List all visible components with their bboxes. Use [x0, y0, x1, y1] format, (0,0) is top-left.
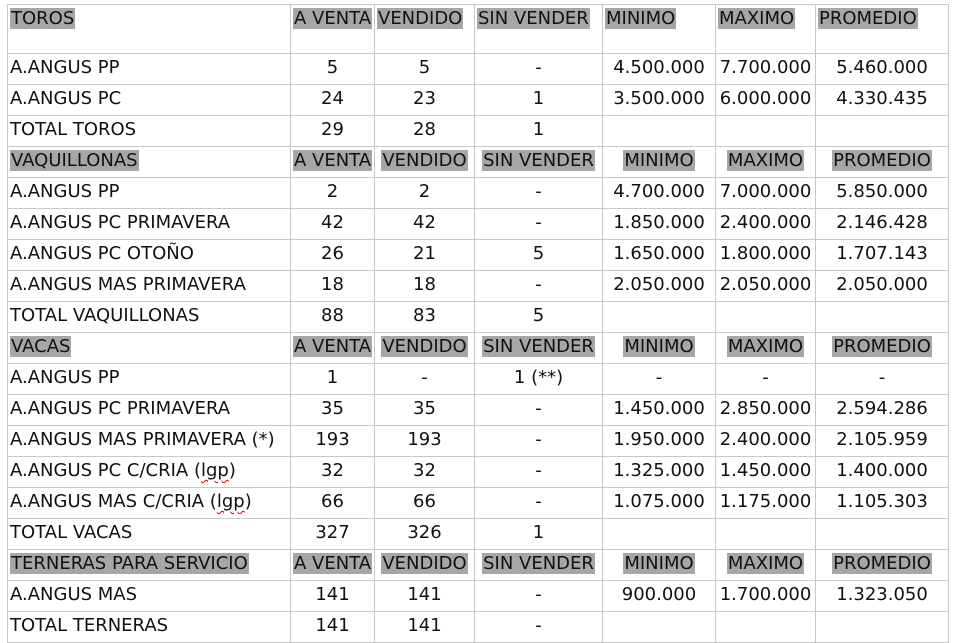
col-header-minimo: MINIMO [624, 150, 694, 171]
table-row [8, 85, 949, 116]
cell-a-venta: 193 [291, 426, 375, 457]
empty-cell [716, 612, 816, 643]
total-row [8, 612, 949, 643]
col-header-cell [816, 550, 949, 581]
cell-vendido: - [375, 364, 475, 395]
row-name: A.ANGUS PP [8, 364, 291, 395]
cell-promedio: 1.400.000 [816, 457, 949, 488]
table-row [8, 395, 949, 426]
empty-cell [603, 116, 716, 147]
cell-a-venta: 1 [291, 364, 375, 395]
col-header-promedio: PROMEDIO [833, 150, 931, 171]
col-header-cell [716, 333, 816, 364]
col-header-vendido: VENDIDO [382, 553, 467, 574]
row-name [8, 488, 291, 519]
col-header-cell [716, 5, 816, 54]
col-header-minimo: MINIMO [624, 553, 694, 574]
total-vendido: 28 [375, 116, 475, 147]
total-a-venta: 327 [291, 519, 375, 550]
empty-cell [716, 116, 816, 147]
cell-a-venta: 18 [291, 271, 375, 302]
col-header-cell [375, 5, 475, 54]
total-vendido: 141 [375, 612, 475, 643]
cell-maximo: 7.000.000 [716, 178, 816, 209]
section-title: TERNERAS PARA SERVICIO [11, 553, 248, 574]
cell-minimo: 1.325.000 [603, 457, 716, 488]
col-header-vendido: VENDIDO [378, 8, 463, 29]
cell-a-venta: 2 [291, 178, 375, 209]
cell-a-venta: 66 [291, 488, 375, 519]
cell-a-venta: 35 [291, 395, 375, 426]
cell-vendido: 21 [375, 240, 475, 271]
col-header-promedio: PROMEDIO [833, 336, 931, 357]
col-header-cell [291, 550, 375, 581]
cell-maximo: 2.400.000 [716, 426, 816, 457]
col-header-cell [375, 333, 475, 364]
cell-promedio: 5.460.000 [816, 54, 949, 85]
row-name: A.ANGUS MAS PRIMAVERA (*) [8, 426, 291, 457]
cell-maximo: 1.450.000 [716, 457, 816, 488]
table-row [8, 54, 949, 85]
row-name: A.ANGUS PC PRIMAVERA [8, 209, 291, 240]
total-sin-vender: 5 [475, 302, 603, 333]
row-name: A.ANGUS PC [8, 85, 291, 116]
cell-minimo: 4.500.000 [603, 54, 716, 85]
table-row [8, 581, 949, 612]
col-header-cell [816, 5, 949, 54]
cell-a-venta: 141 [291, 581, 375, 612]
total-sin-vender: 1 [475, 519, 603, 550]
cell-maximo: - [716, 364, 816, 395]
total-name: TOTAL TOROS [8, 116, 291, 147]
col-header-a-venta: A VENTA [294, 336, 372, 357]
col-header-promedio: PROMEDIO [833, 553, 931, 574]
cell-minimo: 1.650.000 [603, 240, 716, 271]
empty-cell [816, 612, 949, 643]
table-row [8, 178, 949, 209]
cell-minimo: 1.850.000 [603, 209, 716, 240]
table-row [8, 209, 949, 240]
col-header-a-venta: A VENTA [294, 8, 372, 29]
cell-a-venta: 5 [291, 54, 375, 85]
section-title-cell [8, 333, 291, 364]
total-sin-vender: 1 [475, 116, 603, 147]
cell-maximo: 1.800.000 [716, 240, 816, 271]
cell-a-venta: 26 [291, 240, 375, 271]
col-header-a-venta: A VENTA [294, 150, 372, 171]
row-name: A.ANGUS PC PRIMAVERA [8, 395, 291, 426]
cell-minimo: 1.450.000 [603, 395, 716, 426]
cell-promedio: 5.850.000 [816, 178, 949, 209]
section-title-cell [8, 5, 291, 54]
section-header-vaquillonas [8, 147, 949, 178]
cell-vendido: 23 [375, 85, 475, 116]
section-header-toros [8, 5, 949, 54]
col-header-cell [375, 147, 475, 178]
cell-promedio: 1.105.303 [816, 488, 949, 519]
col-header-cell [716, 147, 816, 178]
total-a-venta: 88 [291, 302, 375, 333]
cell-a-venta: 24 [291, 85, 375, 116]
cell-sin-vender: 1 [475, 85, 603, 116]
col-header-cell [375, 550, 475, 581]
cell-sin-vender: - [475, 457, 603, 488]
row-name [8, 457, 291, 488]
col-header-cell [603, 550, 716, 581]
col-header-vendido: VENDIDO [382, 336, 467, 357]
sales-table [7, 4, 949, 643]
cell-promedio: 4.330.435 [816, 85, 949, 116]
col-header-minimo: MINIMO [606, 8, 676, 29]
col-header-cell [475, 550, 603, 581]
cell-maximo: 2.050.000 [716, 271, 816, 302]
cell-vendido: 35 [375, 395, 475, 426]
row-name: A.ANGUS MAS PRIMAVERA [8, 271, 291, 302]
cell-minimo: 900.000 [603, 581, 716, 612]
cell-vendido: 66 [375, 488, 475, 519]
empty-cell [816, 116, 949, 147]
table-row [8, 426, 949, 457]
col-header-minimo: MINIMO [624, 336, 694, 357]
col-header-vendido: VENDIDO [382, 150, 467, 171]
total-row [8, 302, 949, 333]
col-header-cell [291, 147, 375, 178]
total-a-venta: 29 [291, 116, 375, 147]
total-vendido: 326 [375, 519, 475, 550]
row-name: A.ANGUS MAS [8, 581, 291, 612]
col-header-sin-vender: SIN VENDER [483, 150, 594, 171]
section-title: VACAS [11, 336, 71, 357]
table-row [8, 457, 949, 488]
cell-sin-vender: - [475, 178, 603, 209]
col-header-maximo: MAXIMO [719, 8, 795, 29]
empty-cell [603, 302, 716, 333]
cell-minimo: 4.700.000 [603, 178, 716, 209]
cell-a-venta: 32 [291, 457, 375, 488]
cell-sin-vender: - [475, 54, 603, 85]
cell-maximo: 1.175.000 [716, 488, 816, 519]
empty-cell [816, 302, 949, 333]
cell-vendido: 18 [375, 271, 475, 302]
cell-sin-vender: - [475, 209, 603, 240]
row-name-suffix: ) [244, 491, 252, 512]
empty-cell [716, 302, 816, 333]
cell-minimo: - [603, 364, 716, 395]
col-header-cell [603, 147, 716, 178]
section-header-terneras [8, 550, 949, 581]
row-name: A.ANGUS PP [8, 178, 291, 209]
table-row [8, 271, 949, 302]
col-header-maximo: MAXIMO [727, 150, 804, 171]
spellcheck-marked-word: lgp [201, 460, 229, 481]
col-header-cell [291, 333, 375, 364]
col-header-cell [291, 5, 375, 54]
cell-vendido: 5 [375, 54, 475, 85]
cell-vendido: 32 [375, 457, 475, 488]
col-header-cell [816, 147, 949, 178]
total-row [8, 519, 949, 550]
row-name-prefix: A.ANGUS MAS C/CRIA ( [10, 491, 217, 512]
col-header-sin-vender: SIN VENDER [483, 553, 594, 574]
section-title: TOROS [11, 8, 75, 29]
cell-vendido: 141 [375, 581, 475, 612]
col-header-cell [816, 333, 949, 364]
cell-promedio: - [816, 364, 949, 395]
cell-minimo: 1.950.000 [603, 426, 716, 457]
total-a-venta: 141 [291, 612, 375, 643]
col-header-cell [475, 333, 603, 364]
total-name: TOTAL VAQUILLONAS [8, 302, 291, 333]
col-header-cell [716, 550, 816, 581]
col-header-cell [603, 5, 716, 54]
col-header-cell [603, 333, 716, 364]
col-header-cell [475, 5, 603, 54]
cell-maximo: 2.400.000 [716, 209, 816, 240]
spellcheck-marked-word: lgp [216, 491, 245, 512]
total-row [8, 116, 949, 147]
empty-cell [603, 519, 716, 550]
cell-maximo: 1.700.000 [716, 581, 816, 612]
cell-vendido: 193 [375, 426, 475, 457]
cell-promedio: 1.323.050 [816, 581, 949, 612]
total-vendido: 83 [375, 302, 475, 333]
cell-promedio: 2.594.286 [816, 395, 949, 426]
cell-sin-vender: - [475, 426, 603, 457]
col-header-maximo: MAXIMO [727, 336, 804, 357]
col-header-sin-vender: SIN VENDER [478, 8, 589, 29]
row-name: A.ANGUS PP [8, 54, 291, 85]
total-sin-vender: - [475, 612, 603, 643]
cell-promedio: 2.146.428 [816, 209, 949, 240]
cell-maximo: 6.000.000 [716, 85, 816, 116]
col-header-sin-vender: SIN VENDER [483, 336, 594, 357]
cell-minimo: 3.500.000 [603, 85, 716, 116]
section-header-vacas [8, 333, 949, 364]
cell-maximo: 2.850.000 [716, 395, 816, 426]
cell-minimo: 1.075.000 [603, 488, 716, 519]
table-row [8, 488, 949, 519]
col-header-a-venta: A VENTA [294, 553, 372, 574]
cell-vendido: 42 [375, 209, 475, 240]
row-name: A.ANGUS PC OTOÑO [8, 240, 291, 271]
cell-minimo: 2.050.000 [603, 271, 716, 302]
col-header-cell [475, 147, 603, 178]
cell-sin-vender: - [475, 395, 603, 426]
empty-cell [816, 519, 949, 550]
cell-sin-vender: 1 (**) [475, 364, 603, 395]
cell-promedio: 1.707.143 [816, 240, 949, 271]
section-title-cell [8, 550, 291, 581]
cell-sin-vender: 5 [475, 240, 603, 271]
empty-cell [716, 519, 816, 550]
total-name: TOTAL VACAS [8, 519, 291, 550]
cell-sin-vender: - [475, 581, 603, 612]
section-title-cell [8, 147, 291, 178]
cell-maximo: 7.700.000 [716, 54, 816, 85]
row-name-prefix: A.ANGUS PC C/CRIA ( [10, 460, 201, 481]
empty-cell [603, 612, 716, 643]
table-row [8, 240, 949, 271]
row-name-suffix: ) [228, 460, 236, 481]
col-header-maximo: MAXIMO [727, 553, 804, 574]
section-title: VAQUILLONAS [11, 150, 138, 171]
table-row [8, 364, 949, 395]
cell-vendido: 2 [375, 178, 475, 209]
cell-promedio: 2.105.959 [816, 426, 949, 457]
total-name: TOTAL TERNERAS [8, 612, 291, 643]
cell-sin-vender: - [475, 488, 603, 519]
cell-sin-vender: - [475, 271, 603, 302]
cell-a-venta: 42 [291, 209, 375, 240]
cell-promedio: 2.050.000 [816, 271, 949, 302]
col-header-promedio: PROMEDIO [819, 8, 917, 29]
